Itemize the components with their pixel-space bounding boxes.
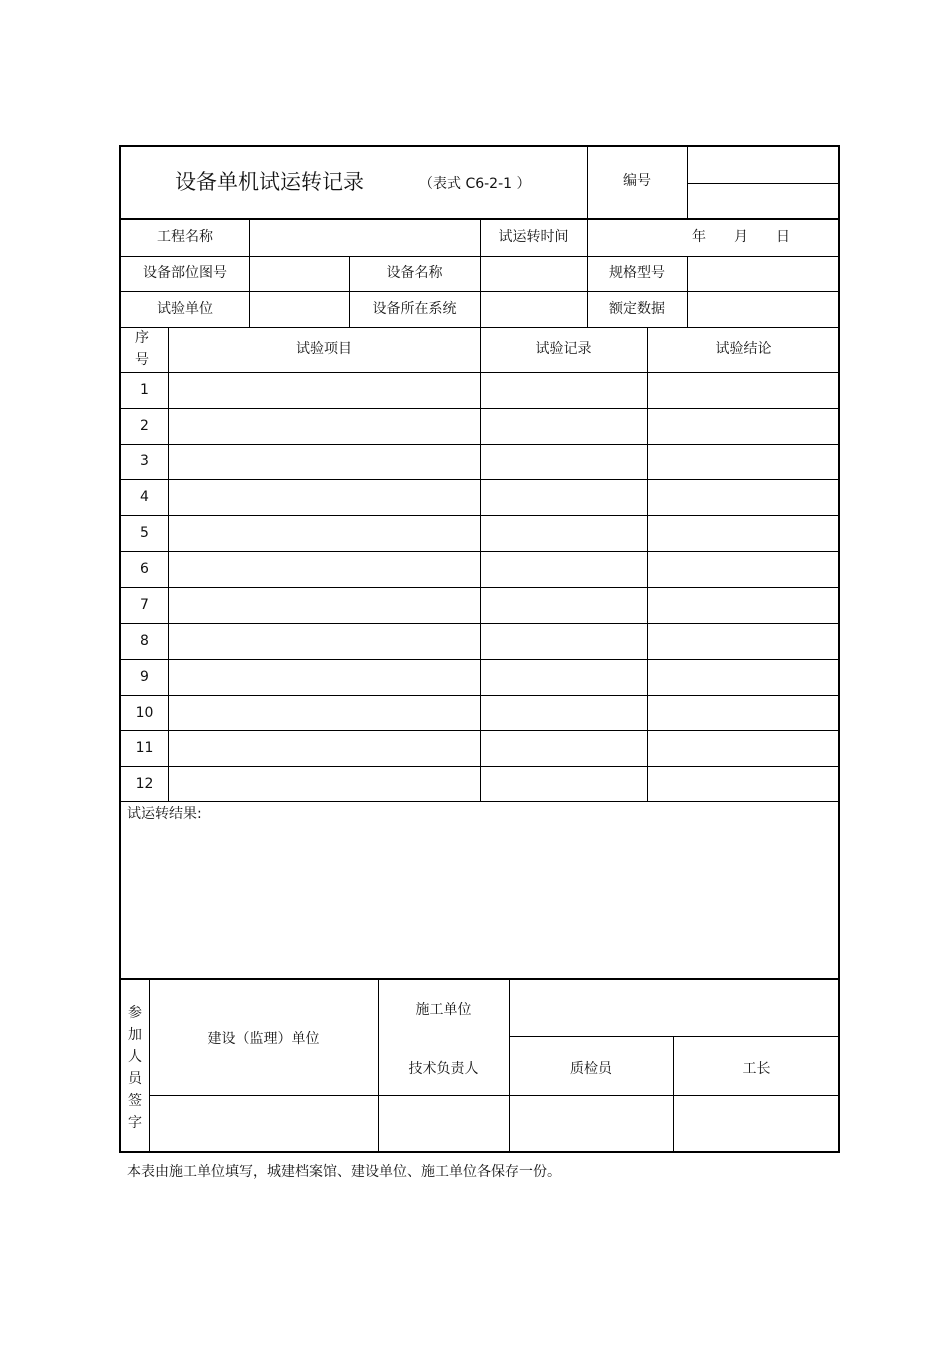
contractor-label: 施工单位 — [415, 1002, 472, 1018]
owner-unit-label: 建设（监理）单位 — [207, 1031, 320, 1047]
info-vline-5 — [687, 256, 688, 327]
test-conclusion-label: 试验结论 — [715, 341, 772, 357]
row-number: 1 — [140, 382, 149, 398]
signature-side-label: 参加人员签字 — [128, 1005, 142, 1131]
row-number: 12 — [135, 776, 154, 792]
owner-signature-field[interactable] — [150, 1096, 378, 1153]
result-field[interactable] — [121, 825, 840, 977]
project-name-field[interactable] — [250, 220, 480, 256]
location-drawing-label: 设备部位图号 — [143, 265, 227, 281]
form-code: （表式 C6-2-1 ） — [419, 176, 531, 192]
test-record-label: 试验记录 — [535, 341, 592, 357]
table-vline-seq — [168, 327, 169, 801]
row-number: 3 — [140, 453, 149, 469]
contractor-field[interactable] — [510, 980, 840, 1036]
number-label: 编号 — [623, 173, 651, 189]
inspector-label: 质检员 — [570, 1061, 612, 1077]
test-item-label: 试验项目 — [296, 341, 352, 357]
row-number: 8 — [140, 633, 149, 649]
equipment-name-label: 设备名称 — [386, 265, 443, 281]
date-day: 日 — [776, 229, 790, 245]
seq-label: 序号 — [135, 330, 149, 368]
row-number: 6 — [140, 561, 149, 577]
date-year: 年 — [692, 229, 706, 245]
footer-note: 本表由施工单位填写，城建档案馆、建设单位、施工单位各保存一份。 — [127, 1164, 561, 1180]
number-field-1[interactable] — [688, 147, 840, 183]
table-vline-record — [647, 327, 648, 801]
test-unit-label: 试验单位 — [157, 301, 213, 317]
spec-model-label: 规格型号 — [609, 265, 665, 281]
trial-time-label: 试运转时间 — [498, 229, 569, 245]
system-label: 设备所在系统 — [372, 301, 457, 317]
inspector-signature-field[interactable] — [510, 1096, 673, 1153]
equipment-trial-run-form — [119, 145, 840, 1153]
row-number: 10 — [135, 705, 154, 721]
table-bottom-line — [121, 801, 840, 802]
row-number: 5 — [140, 525, 149, 541]
row-number: 11 — [135, 740, 154, 756]
tech-lead-signature-field[interactable] — [379, 1096, 509, 1153]
project-name-label: 工程名称 — [157, 229, 213, 245]
foreman-signature-field[interactable] — [674, 1096, 840, 1153]
rated-data-label: 额定数据 — [609, 301, 665, 317]
tech-lead-label: 技术负责人 — [408, 1061, 479, 1077]
row-number: 2 — [140, 418, 149, 434]
result-label: 试运转结果: — [127, 806, 202, 822]
row-number: 4 — [140, 489, 149, 505]
row-number: 7 — [140, 597, 149, 613]
number-field-2[interactable] — [688, 184, 840, 218]
form-title: 设备单机试运转记录 — [175, 170, 364, 194]
foreman-label: 工长 — [742, 1061, 771, 1077]
table-vline-item — [480, 327, 481, 801]
row-number: 9 — [140, 669, 149, 685]
date-month: 月 — [734, 229, 748, 245]
signature-mid-line — [509, 1036, 840, 1037]
